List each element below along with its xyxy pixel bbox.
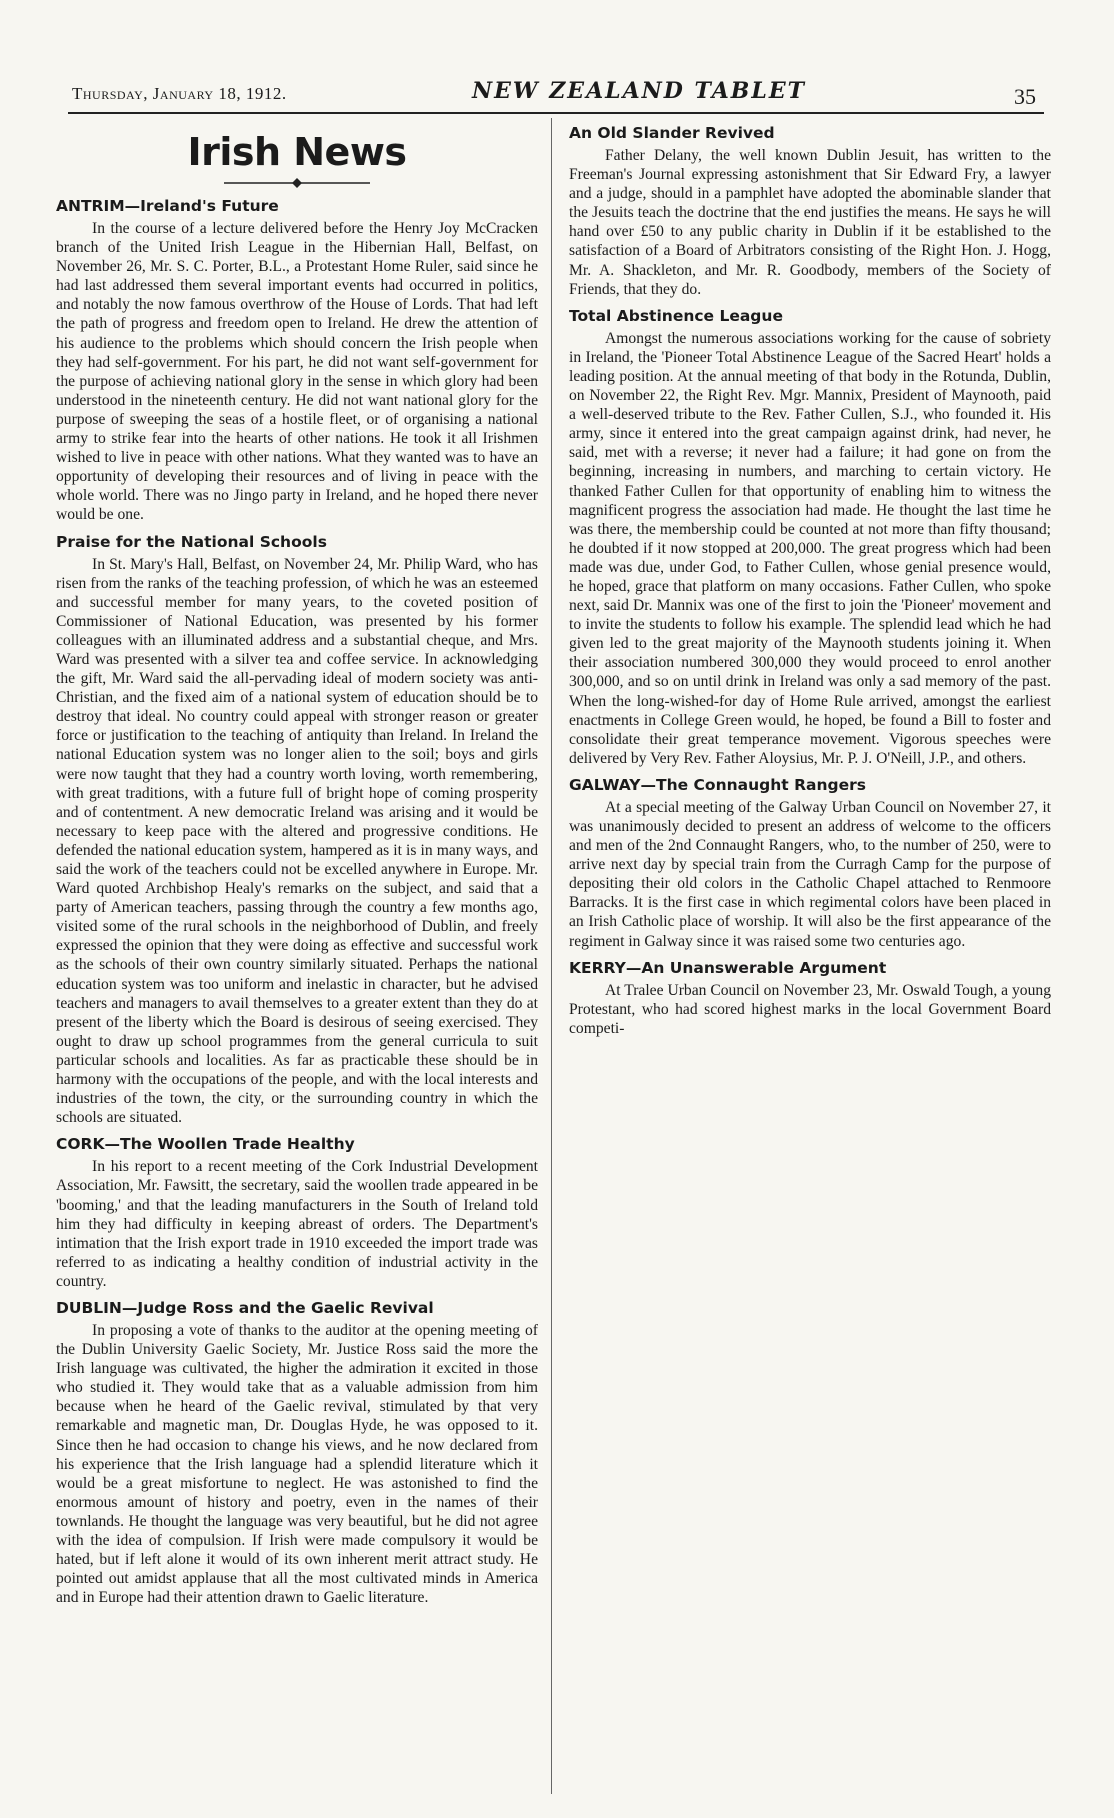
- article-heading: An Old Slander Revived: [569, 124, 775, 142]
- section-title: Irish News: [187, 130, 407, 174]
- article-paragraph: At Tralee Urban Council on November 23, Mr. Oswald Tough, a young Protestant, who had scored highest marks in the local Government Board competi-: [569, 981, 1051, 1037]
- article-heading: ANTRIM—Ireland's Future: [56, 197, 279, 215]
- article-heading: GALWAY—The Connaught Rangers: [569, 775, 866, 794]
- article-paragraph: Amongst the numerous associations working for the cause of sobriety in Ireland, the 'Pioneer Total Abstinence League of the Sacred Heart' holds a leading position. At the annual meeting of that body in the Rotunda, Dublin, on November 22, the Right Rev. Mgr. Mannix, President of Maynooth, paid a well-deserved tribute to the Rev. Father Cullen, S.J., who founded it. His army, since it entered into the great campaign against drink, had never, he said, met with a reverse; it never had a failure; it had gone on from the beginning, increasing in numbers, and marching to certain victory. He thanked Father Cullen for that opportunity of enabling him to witness the magnificent progress the association had made. He thought the last time he was there, the membership could be counted at not more than fifty thousand; he doubted if it now stopped at 200,000. The great progress which had been made was due, under God, to Father Cullen, whose genial presence would, he hoped, grace that platform on many occasions. Father Cullen, who spoke next, said Dr. Mannix was one of the first to join the 'Pioneer' movement and to invite the students to follow his example. The splendid lead which he had given led to the great majority of the Maynooth students joining it. When their association numbered 300,000 they would proceed to enrol another 300,000, and so on until drink in Ireland was only a sad memory of the past. When the long-wished-for day of Home Rule arrived, amongst the earliest enactments in College Green would, he hoped, be found a Bill to foster and consolidate their great temperance movement. Vigorous speeches were delivered by Very Rev. Father Aloysius, Mr. P. J. O'Neill, J.P., and others.: [569, 329, 1051, 767]
- article-heading: Praise for the National Schools: [56, 532, 327, 551]
- page-number: 35: [1014, 84, 1036, 109]
- article-paragraph: In the course of a lecture delivered before the Henry Joy McCracken branch of the United Irish League in the Hibernian Hall, Belfast, on November 26, Mr. S. C. Porter, B.L., a Protestant Home Ruler, said since he had last addressed them several important events had occurred in politics, and notably the now famous overthrow of the House of Lords. That had left the path of progress and freedom open to Ireland. He drew the attention of his audience to the problems which should concern the Irish people when they had self-government. For his part, he did not want self-government for the purpose of achieving national glory in the sense in which glory had been understood in the nineteenth century. He did not want national glory for the purpose of sweeping the seas of a hostile fleet, or of organising a national army to strike fear into the hearts of other nations. He took it all Irishmen wished to live in peace with other nations. What they wanted was to have an opportunity of developing their resources and of living in peace with the whole world. There was no Jingo party in Ireland, and he hoped there never would be one.: [56, 220, 538, 524]
- right-column: [569, 116, 1051, 1796]
- article-paragraph: In proposing a vote of thanks to the auditor at the opening meeting of the Dublin University Gaelic Society, Mr. Justice Ross said the more the Irish language was cultivated, the higher the admiration it excited in those who studied it. They would take that as a valuable admission from him because when he heard of the Gaelic revival, stimulated by that very remarkable and magnetic man, Dr. Douglas Hyde, he was opposed to it. Since then he had occasion to change his views, and he now declared from his experience that the Irish language had a splendid literature which it would be a great misfortune to neglect. He was astonished to find the enormous amount of history and poetry, even in the names of their townlands. He thought the language was very beautiful, but he did not agree with the idea of compulsion. If Irish were made compulsory it would be hated, but if left alone it would of its own inherent merit attract study. He pointed out amidst applause that all the most cultivated minds in America and in Europe had their attention drawn to Gaelic literature.: [56, 1321, 538, 1607]
- column-rule: [551, 118, 552, 1794]
- article-heading: KERRY—An Unanswerable Argument: [569, 958, 887, 977]
- article-paragraph: At a special meeting of the Galway Urban Council on November 27, it was unanimously decided to present an address of welcome to the officers and men of the 2nd Connaught Rangers, who, to the number of 250, were to arrive next day by special train from the Curragh Camp for the purpose of depositing their old colors in the Catholic Chapel attached to Renmoore Barracks. It is the first case in which regimental colors have been placed in an Irish Catholic place of worship. It will also be the first appearance of the regiment in Galway since it was raised some two centuries ago.: [569, 798, 1051, 950]
- ornament-divider-icon: [224, 178, 370, 188]
- article-paragraph: In St. Mary's Hall, Belfast, on November 24, Mr. Philip Ward, who has risen from the ranks of the teaching profession, of which he was an esteemed and successful member for many years, to the coveted position of Commissioner of National Education, was presented by his former colleagues with an illuminated address and a substantial cheque, and Mrs. Ward was presented with a silver tea and coffee service. In acknowledging the gift, Mr. Ward said the all-pervading ideal of modern society was anti-Christian, and the fixed aim of a national system of education should be to destroy that ideal. No country could appeal with stronger reason or greater force or justification to the teaching of antiquity than Ireland. In Ireland the national Education system was no longer alien to the soil; boys and girls were now taught that they had a country worth loving, worth remembering, with great traditions, with a future full of bright hope of coming prosperity and of contentment. A new democratic Ireland was arising and it would be necessary to keep pace with the altered and progressive conditions. He defended the national education system, hampered as it is in many ways, and said the work of the teachers could not be excelled anywhere in Europe. Mr. Ward quoted Archbishop Healy's remarks on the subject, and said that a party of American teachers, passing through the country a few months ago, visited some of the rural schools in the neighborhood of Dublin, and freely expressed the opinion that they were doing as effective and successful work as the schools of their own country similarly situated. Perhaps the national education system was too uniform and inelastic in character, but he advised teachers and managers to avail themselves to a greater extent than they do at present of the liberty which the Board is desirous of seeing exercised. They ought to draw up school programmes from the general curricula to suit particular schools and localities. As far as practicable these should be in harmony with the occupations of the people, and with the local interests and industries of the town, the city, or the surrounding country in which the schools are situated.: [56, 555, 538, 1127]
- running-head: [68, 78, 1044, 114]
- left-column: [56, 118, 538, 1798]
- issue-date: Thursday, January 18, 1912.: [72, 84, 287, 103]
- article-heading: DUBLIN—Judge Ross and the Gaelic Revival: [56, 1298, 434, 1317]
- article-heading: Total Abstinence League: [569, 306, 783, 325]
- article-paragraph: Father Delany, the well known Dublin Jesuit, has written to the Freeman's Journal expressing astonishment that Sir Edward Fry, a lawyer and a judge, should in a pamphlet have adopted the abominable slander that the Jesuits teach the doctrine that the end justifies the means. He says he will hand over £50 to any public charity in Dublin if it be established to the satisfaction of a Board of Arbitrators consisting of the Right Hon. J. Hogg, Mr. A. Shackleton, and Mr. R. Goodbody, members of the Society of Friends, that they do.: [569, 147, 1051, 298]
- masthead: NEW ZEALAND TABLET: [472, 78, 806, 104]
- article-paragraph: In his report to a recent meeting of the Cork Industrial Development Association, Mr. Fawsitt, the secretary, said the woollen trade appeared in be 'booming,' and that the leading manufacturers in the South of Ireland told him they had difficulty in keeping abreast of orders. The Department's intimation that the Irish export trade in 1910 exceeded the import trade was referred to as indicating a healthy condition of industrial activity in the country.: [56, 1158, 538, 1290]
- article-heading: CORK—The Woollen Trade Healthy: [56, 1135, 355, 1154]
